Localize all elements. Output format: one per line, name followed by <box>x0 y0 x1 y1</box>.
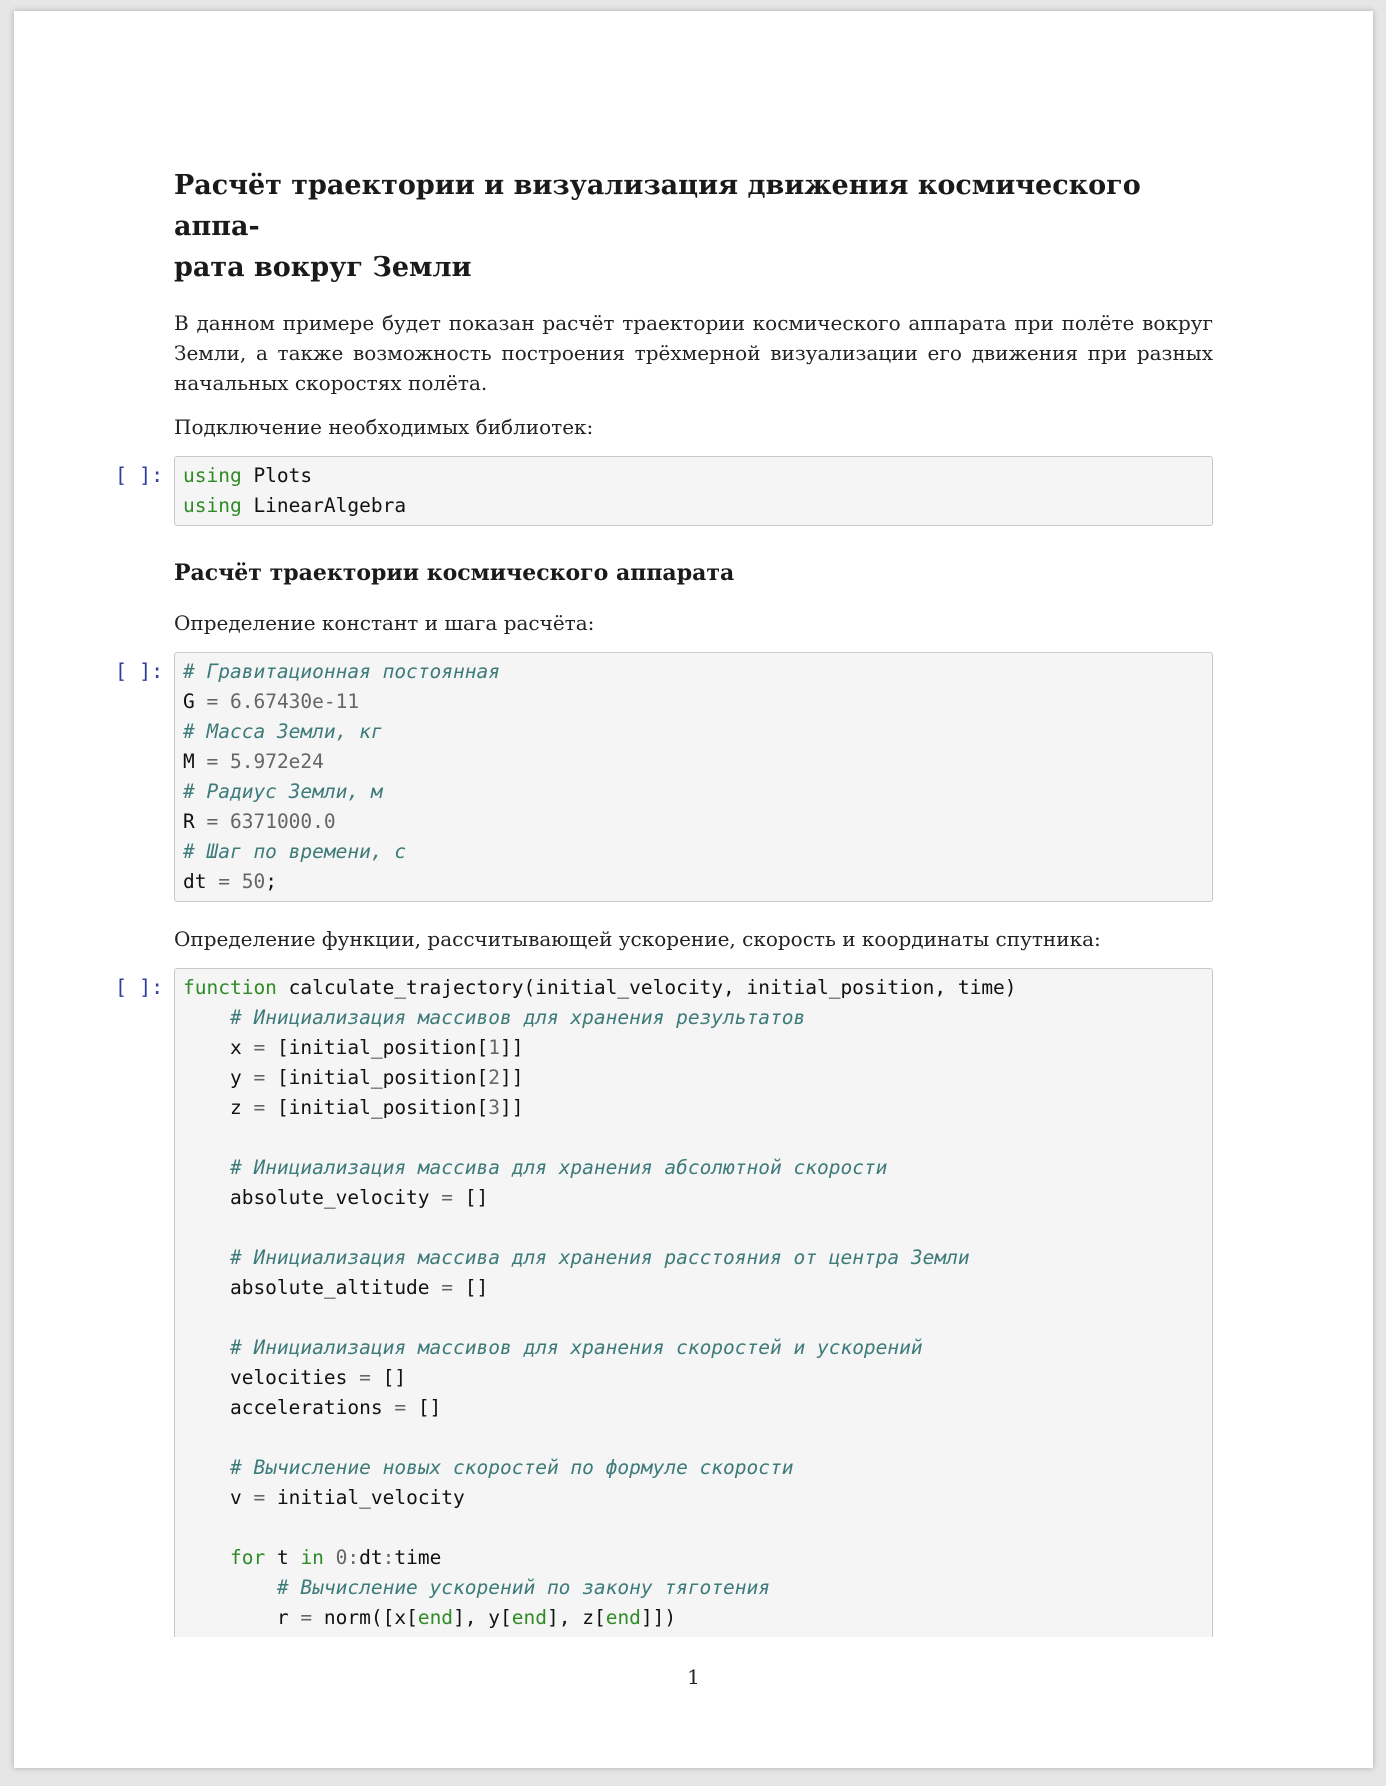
code-token: using <box>183 464 242 487</box>
code-token: [] <box>453 1186 489 1209</box>
code-line <box>183 1153 1204 1183</box>
libs-label: Подключение необходимых библиотек: <box>174 415 594 439</box>
code-token <box>183 1246 230 1269</box>
code-token: = <box>394 1396 407 1419</box>
code-token: G <box>183 690 207 713</box>
code-token: = <box>441 1276 454 1299</box>
code-token: # Инициализация массивов для хранения скоростей и ускорений <box>229 1336 923 1359</box>
code-token <box>183 1576 277 1599</box>
code-token: [] <box>370 1366 407 1389</box>
code-line <box>183 1573 1204 1603</box>
code-block[interactable] <box>174 652 1213 902</box>
code-token <box>230 870 242 893</box>
code-token: ], y[ <box>453 1606 512 1629</box>
code-line <box>183 1213 1204 1243</box>
code-line <box>183 657 1204 687</box>
code-token: velocities <box>183 1366 360 1389</box>
code-line <box>183 973 1204 1003</box>
code-token: z <box>183 1096 254 1119</box>
code-token: = <box>206 750 219 773</box>
code-line <box>183 807 1204 837</box>
code-token: M <box>183 750 207 773</box>
code-token: = <box>441 1186 454 1209</box>
code-token: [initial_position[ <box>265 1096 489 1119</box>
code-token: accelerations <box>183 1396 395 1419</box>
code-token: [initial_position[ <box>265 1036 489 1059</box>
code-token <box>183 1546 230 1569</box>
code-line <box>183 1303 1204 1333</box>
code-line <box>183 1513 1204 1543</box>
code-token: ; <box>265 870 277 893</box>
intro-paragraph: В данном примере будет показан расчёт траектории космического аппарата при полёте вокруг Земли, а также возможность построения трёхмерной визуализации его движения при разных начальных скоростях полёта. <box>174 311 1213 395</box>
code-token: [initial_position[ <box>265 1066 489 1089</box>
code-token: # Инициализация массивов для хранения результатов <box>229 1006 806 1029</box>
code-line <box>183 1423 1204 1453</box>
code-token <box>324 1546 336 1569</box>
code-token: # Инициализация массива для хранения абсолютной скорости <box>229 1156 888 1179</box>
code-line <box>183 1483 1204 1513</box>
page-title <box>174 165 1213 288</box>
code-token: # Радиус Земли, м <box>183 780 383 803</box>
code-line <box>183 777 1204 807</box>
code-token: time <box>394 1546 442 1569</box>
code-token <box>183 1006 230 1029</box>
code-token: = <box>359 1366 371 1389</box>
code-line <box>183 1453 1204 1483</box>
code-token: ]]) <box>640 1606 677 1629</box>
code-token: 6.67430e-11 <box>229 690 360 713</box>
section-title: Расчёт траектории космического аппарата <box>174 560 735 586</box>
code-token: ], z[ <box>547 1606 606 1629</box>
code-token: Plots <box>241 464 313 487</box>
code-line <box>183 491 1204 521</box>
code-token: # Масса Земли, кг <box>183 720 383 743</box>
code-token: x <box>183 1036 254 1059</box>
code-token: absolute_altitude <box>183 1276 442 1299</box>
code-token: ]] <box>500 1096 524 1119</box>
code-cell-imports[interactable] <box>115 456 1213 526</box>
code-line <box>183 1333 1204 1363</box>
code-cell-function[interactable] <box>115 968 1213 1637</box>
code-token: v <box>183 1486 254 1509</box>
code-line <box>183 1033 1204 1063</box>
code-line <box>183 461 1204 491</box>
cell-prompt: [ ]: <box>115 659 164 683</box>
code-token: using <box>183 494 242 517</box>
code-token: calculate_trajectory(initial_velocity, initial_position, time) <box>276 976 1017 999</box>
code-line <box>183 1093 1204 1123</box>
code-token: norm([x[ <box>312 1606 418 1629</box>
code-token: dt <box>359 1546 383 1569</box>
code-token: [] <box>453 1276 489 1299</box>
code-token: 5.972e24 <box>229 750 324 773</box>
code-line <box>183 837 1204 867</box>
code-token: ]] <box>500 1066 524 1089</box>
code-token <box>183 1156 230 1179</box>
code-line <box>183 717 1204 747</box>
code-token: [] <box>406 1396 442 1419</box>
code-token: # Шаг по времени, с <box>183 840 407 863</box>
code-token: = <box>206 690 219 713</box>
code-token: LinearAlgebra <box>241 494 407 517</box>
code-token: # Гравитационная постоянная <box>183 660 500 683</box>
code-token: dt <box>183 870 219 893</box>
code-line <box>183 1543 1204 1573</box>
cell-prompt: [ ]: <box>115 975 164 999</box>
code-token: end <box>605 1606 641 1629</box>
code-token: : <box>347 1546 360 1569</box>
code-token: for <box>229 1546 266 1569</box>
function-label: Определение функции, рассчитывающей ускорение, скорость и координаты спутника: <box>174 927 1101 951</box>
code-line <box>183 1273 1204 1303</box>
code-token: r <box>183 1606 301 1629</box>
code-token: = <box>253 1036 266 1059</box>
code-line <box>183 747 1204 777</box>
code-token <box>218 810 230 833</box>
code-token: # Инициализация массива для хранения расстояния от центра Земли <box>229 1246 970 1269</box>
code-token: in <box>300 1546 324 1569</box>
code-line <box>183 1603 1204 1633</box>
page-title-line-1: Расчёт траектории и визуализация движения космического аппа- <box>174 170 1141 242</box>
code-line <box>183 687 1204 717</box>
code-line <box>183 1363 1204 1393</box>
constants-label: Определение констант и шага расчёта: <box>174 611 595 635</box>
code-token: = <box>253 1066 266 1089</box>
code-token: # Вычисление новых скоростей по формуле скорости <box>229 1456 794 1479</box>
code-token: ]] <box>500 1036 524 1059</box>
code-token: 1 <box>488 1036 501 1059</box>
page-title-line-2: рата вокруг Земли <box>174 252 472 283</box>
code-line <box>183 1003 1204 1033</box>
code-line <box>183 1063 1204 1093</box>
code-token: 3 <box>488 1096 501 1119</box>
code-token: : <box>382 1546 395 1569</box>
code-token: R <box>183 810 207 833</box>
code-token: = <box>218 870 230 893</box>
code-token: 0 <box>335 1546 348 1569</box>
code-token: = <box>253 1096 266 1119</box>
code-token <box>218 690 230 713</box>
code-line <box>183 1393 1204 1423</box>
code-line <box>183 867 1204 897</box>
code-token: = <box>206 810 219 833</box>
cell-prompt: [ ]: <box>115 463 164 487</box>
code-token: t <box>265 1546 301 1569</box>
code-token: y <box>183 1066 254 1089</box>
code-token <box>218 750 230 773</box>
code-token: initial_velocity <box>265 1486 465 1509</box>
code-token: = <box>253 1486 266 1509</box>
code-block[interactable] <box>174 456 1213 526</box>
code-token: function <box>183 976 277 999</box>
code-token: # Вычисление ускорений по закону тяготения <box>276 1576 771 1599</box>
code-token: 6371000.0 <box>229 810 336 833</box>
code-token <box>183 1336 230 1359</box>
code-line <box>183 1123 1204 1153</box>
code-line <box>183 1243 1204 1273</box>
page-number: 1 <box>687 1665 700 1689</box>
code-token: = <box>300 1606 313 1629</box>
code-cell-constants[interactable] <box>115 652 1213 902</box>
code-block[interactable] <box>174 968 1213 1637</box>
code-line <box>183 1183 1204 1213</box>
document-page <box>14 11 1373 1768</box>
code-token <box>183 1456 230 1479</box>
code-token: 50 <box>241 870 266 893</box>
code-token: end <box>511 1606 547 1629</box>
notebook-content <box>115 165 1213 1637</box>
code-token: 2 <box>488 1066 501 1089</box>
code-token: end <box>417 1606 454 1629</box>
code-token: absolute_velocity <box>183 1186 442 1209</box>
